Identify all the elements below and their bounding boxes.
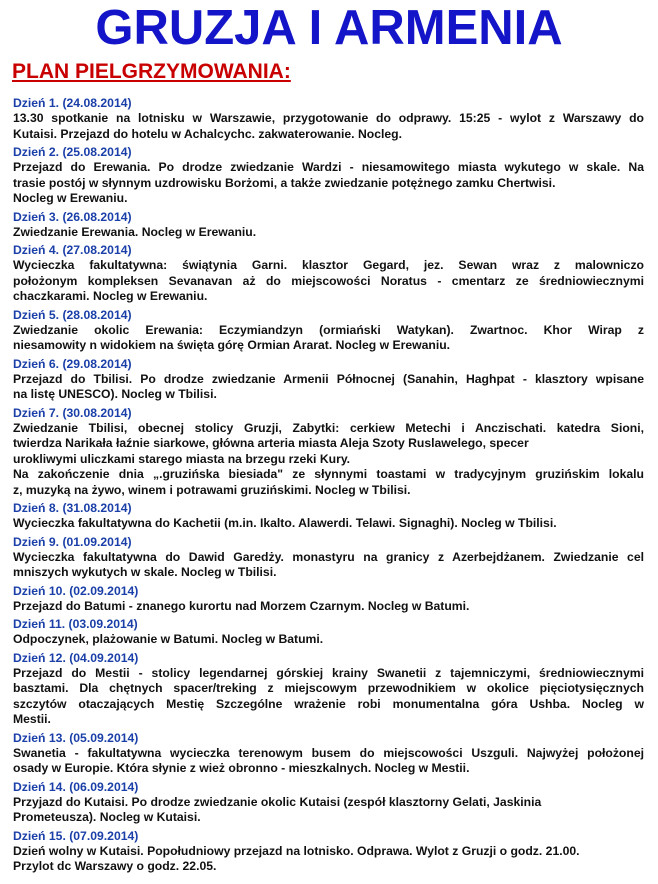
- description-line: Zwiedzanie Tbilisi, obecnej stolicy Gruzji, Zabytki: cerkiew Metechi i Anczischati. katedra Sioni,: [13, 420, 644, 435]
- day-heading: Dzień 12. (04.09.2014): [13, 650, 139, 665]
- description-line: urokliwymi uliczkami starego miasta na brzegu rzeki Kury.: [13, 451, 351, 466]
- day-description: [13, 795, 644, 826]
- description-line: Zwiedzanie okolic Erewania: Eczymiandzyn (ormiański Watykan). Zwartnoc. Khor Wirap z: [13, 322, 644, 337]
- day-description: [13, 516, 644, 532]
- day-entry: [0, 242, 658, 305]
- description-line: Wycieczka fakultatywna do Kachetii (m.in. Ikalto. Alawerdi. Telawi. Signaghi). Nocleg w Tbilisi.: [13, 516, 557, 530]
- description-line: na listę UNESCO). Nocleg w Tbilisi.: [13, 387, 217, 401]
- description-line: Przejazd do Mestii - stolicy legendarnej górskiej krainy Swanetii z tajemniczymi, średniowiecznymi: [13, 665, 644, 680]
- day-description: [13, 632, 644, 648]
- description-line: Swanetia - fakultatywna wycieczka terenowym busem do miejscowości Uszguli. Najwyżej położonej: [13, 745, 644, 760]
- day-entry: [0, 616, 658, 648]
- description-line: Dzień wolny w Kutaisi. Popołudniowy przejazd na lotnisko. Odprawa. Wylot z Gruzji o godz. 21.00.: [13, 843, 580, 858]
- description-line: Mestii.: [13, 712, 51, 726]
- day-entry: [0, 730, 658, 777]
- day-description: [13, 160, 644, 207]
- day-entry: [0, 500, 658, 532]
- description-line: Wycieczka fakultatywna do Dawid Garedży. monastyru na granicy z Azerbejdżanem. Zwiedzanie cel: [13, 549, 644, 564]
- description-line: z, muzyką na żywo, winem i potrawami gruzińskimi. Nocleg w Tbilisi.: [13, 482, 411, 497]
- day-heading: Dzień 8. (31.08.2014): [13, 501, 132, 515]
- day-entry: [0, 583, 658, 615]
- description-line: twierdza Narikała łaźnie siarkowe, główna arteria miasta Aleja Szoty Ruslawelego, specer: [13, 436, 529, 450]
- day-description: [13, 258, 644, 305]
- day-description: [13, 746, 644, 777]
- day-heading: Dzień 7. (30.08.2014): [13, 405, 132, 420]
- day-description: [13, 225, 644, 241]
- day-heading: Dzień 6. (29.08.2014): [13, 356, 132, 371]
- day-heading: Dzień 2. (25.08.2014): [13, 145, 132, 159]
- day-entry: [0, 779, 658, 826]
- description-line: Zwiedzanie Erewania. Nocleg w Erewaniu.: [13, 224, 257, 239]
- day-heading: Dzień 1. (24.08.2014): [13, 96, 132, 110]
- day-description: [13, 421, 644, 499]
- description-line: osady w Europie. Która słynie z wież obronno - mieszkalnych. Nocleg w Mestii.: [13, 761, 470, 775]
- description-line: trasie postój w słynnym uzdrowisku Borżomi, a także zwiedzanie potężnego zamku Chertwisi.: [13, 175, 556, 190]
- description-line: Przyjazd do Kutaisi. Po drodze zwiedzanie okolic Kutaisi (zespół klasztorny Gelati, Jaskinia: [13, 794, 542, 809]
- day-description: [13, 323, 644, 354]
- day-entry: [0, 209, 658, 241]
- day-description: [13, 550, 644, 581]
- description-line: Przylot dc Warszawy o godz. 22.05.: [13, 859, 217, 873]
- day-entry: [0, 307, 658, 354]
- description-line: Nocleg w Erewaniu.: [13, 191, 128, 205]
- day-heading: Dzień 11. (03.09.2014): [13, 617, 138, 631]
- plan-heading: PLAN PIELGRZYMOWANIA:: [12, 60, 291, 83]
- itinerary-list: [0, 95, 658, 875]
- day-heading: Dzień 14. (06.09.2014): [13, 779, 139, 794]
- day-entry: [0, 534, 658, 581]
- day-heading: Dzień 5. (28.08.2014): [13, 307, 132, 322]
- description-line: Przejazd do Batumi - znanego kurortu nad Morzem Czarnym. Nocleg w Batumi.: [13, 598, 470, 613]
- day-description: [13, 599, 644, 615]
- day-entry: [0, 144, 658, 207]
- day-heading: Dzień 4. (27.08.2014): [13, 243, 132, 257]
- description-line: Prometeusza). Nocleg w Kutaisi.: [13, 810, 201, 824]
- day-entry: [0, 405, 658, 499]
- day-heading: Dzień 3. (26.08.2014): [13, 209, 132, 224]
- description-line: 13.30 spotkanie na lotnisku w Warszawie, przygotowanie do odprawy. 15:25 - wylot z Warszawy do: [13, 111, 644, 125]
- description-line: Przejazd do Erewania. Po drodze zwiedzanie Wardzi - niesamowitego miasta wykutego w skale. Na: [13, 160, 644, 174]
- description-line: mniszych wykutych w skale. Nocleg w Tbilisi.: [13, 565, 277, 579]
- day-description: [13, 844, 644, 875]
- description-line: Na zakończenie dnia „.gruzińska biesiada" ze słynnymi toastami w tradycyjnym gruzińskim lokalu: [13, 467, 644, 481]
- day-entry: [0, 650, 658, 728]
- page-title: GRUZJA I ARMENIA: [95, 1, 563, 55]
- description-line: położonym kompleksen Sevanavan aż do miejscowości Noratus - cmentarz ze średniowiecznymi: [13, 273, 644, 288]
- day-heading: Dzień 10. (02.09.2014): [13, 583, 139, 598]
- description-line: Przejazd do Tbilisi. Po drodze zwiedzanie Armenii Północnej (Sanahin, Haghpat - klasztory wpisane: [13, 371, 644, 386]
- day-entry: [0, 356, 658, 403]
- day-heading: Dzień 9. (01.09.2014): [13, 534, 132, 549]
- description-line: basztami. Dla chętnych spacer/treking z miejscowym przewodnikiem w okolice pięciotysięcznych: [13, 681, 644, 695]
- description-line: Wycieczka fakultatywna: świątynia Garni. klasztor Gegard, jez. Sewan wraz z malowniczo: [13, 258, 644, 272]
- day-description: [13, 666, 644, 728]
- description-line: Kutaisi. Przejazd do hotelu w Achalcychc. zakwaterowanie. Nocleg.: [13, 126, 402, 141]
- description-line: chaczkarami. Nocleg w Erewaniu.: [13, 289, 208, 303]
- description-line: niesamowity n widokiem na święta górę Ormian Ararat. Nocleg w Erewaniu.: [13, 338, 451, 352]
- day-description: [13, 111, 644, 142]
- description-line: szczytów otaczających Mestię Szczególne wrażenie robi monumentalna góra Ushba. Nocleg w: [13, 696, 644, 711]
- day-description: [13, 372, 644, 403]
- day-entry: [0, 95, 658, 142]
- day-entry: [0, 828, 658, 875]
- description-line: Odpoczynek, plażowanie w Batumi. Nocleg w Batumi.: [13, 632, 324, 646]
- day-heading: Dzień 15. (07.09.2014): [13, 828, 139, 843]
- day-heading: Dzień 13. (05.09.2014): [13, 730, 139, 745]
